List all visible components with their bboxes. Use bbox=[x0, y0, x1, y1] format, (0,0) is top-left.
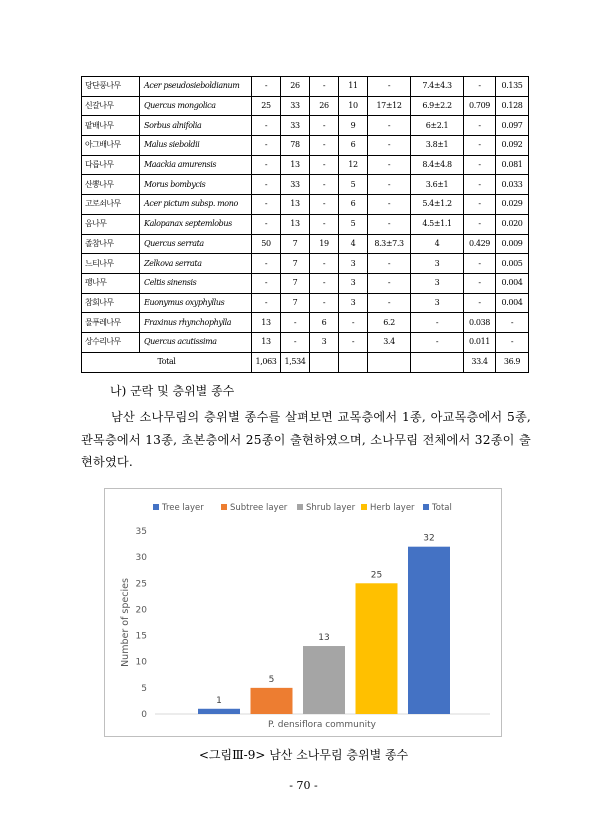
value-cell: 3 bbox=[411, 254, 464, 274]
korean-name-cell: 당단풍나무 bbox=[82, 77, 140, 97]
value-cell: - bbox=[310, 195, 339, 215]
scientific-name-cell: Malus sieboldii bbox=[140, 136, 252, 156]
value-cell: - bbox=[368, 254, 411, 274]
value-cell: - bbox=[368, 77, 411, 97]
korean-name-cell: 산뽕나무 bbox=[82, 175, 140, 195]
value-cell: 0.038 bbox=[464, 313, 496, 333]
scientific-name-cell: Zelkova serrata bbox=[140, 254, 252, 274]
value-cell: - bbox=[464, 175, 496, 195]
value-cell: 3.8±1 bbox=[411, 136, 464, 156]
table-row bbox=[82, 96, 529, 116]
value-cell: 0.128 bbox=[496, 96, 529, 116]
table-row bbox=[82, 273, 529, 293]
page-number: - 70 - bbox=[289, 779, 318, 792]
scientific-name-cell: Sorbus alnifolia bbox=[140, 116, 252, 136]
total-value-cell bbox=[368, 352, 411, 372]
value-cell: - bbox=[464, 136, 496, 156]
value-cell: - bbox=[464, 116, 496, 136]
value-cell: 0.135 bbox=[496, 77, 529, 97]
value-cell: 7.4±4.3 bbox=[411, 77, 464, 97]
korean-name-cell: 물푸레나무 bbox=[82, 313, 140, 333]
value-cell: - bbox=[310, 175, 339, 195]
total-value-cell bbox=[339, 352, 368, 372]
value-cell: - bbox=[252, 254, 281, 274]
table-row bbox=[82, 136, 529, 156]
total-value-cell: 1,063 bbox=[252, 352, 281, 372]
value-cell: 13 bbox=[252, 313, 281, 333]
value-cell: - bbox=[368, 273, 411, 293]
value-cell: - bbox=[339, 332, 368, 352]
value-cell: - bbox=[464, 155, 496, 175]
korean-name-cell: 아그배나무 bbox=[82, 136, 140, 156]
total-value-cell: 1,534 bbox=[281, 352, 310, 372]
value-cell: - bbox=[310, 293, 339, 313]
total-label-cell: Total bbox=[82, 352, 252, 372]
value-cell: 3 bbox=[339, 293, 368, 313]
value-cell: - bbox=[310, 136, 339, 156]
scientific-name-cell: Fraxinus rhynchophylla bbox=[140, 313, 252, 333]
value-cell: - bbox=[368, 155, 411, 175]
korean-name-cell: 느티나무 bbox=[82, 254, 140, 274]
total-value-cell bbox=[411, 352, 464, 372]
value-cell: - bbox=[310, 214, 339, 234]
value-cell: 6 bbox=[339, 195, 368, 215]
legend-swatch bbox=[153, 504, 159, 510]
value-cell: 6 bbox=[310, 313, 339, 333]
value-cell: - bbox=[252, 116, 281, 136]
legend-swatch bbox=[297, 504, 303, 510]
value-cell: 6.9±2.2 bbox=[411, 96, 464, 116]
value-cell: - bbox=[339, 313, 368, 333]
bar-data-label: 32 bbox=[423, 533, 435, 544]
value-cell: - bbox=[252, 293, 281, 313]
y-tick-label: 20 bbox=[135, 605, 147, 616]
value-cell: - bbox=[281, 313, 310, 333]
value-cell: - bbox=[252, 214, 281, 234]
value-cell: - bbox=[310, 273, 339, 293]
species-chart bbox=[104, 488, 502, 737]
value-cell: - bbox=[496, 332, 529, 352]
value-cell: 7 bbox=[281, 273, 310, 293]
chart-svg bbox=[105, 489, 501, 736]
species-table bbox=[81, 76, 529, 373]
table-row bbox=[82, 293, 529, 313]
legend-swatch bbox=[361, 504, 367, 510]
value-cell: 0.033 bbox=[496, 175, 529, 195]
bar-data-label: 5 bbox=[268, 674, 275, 685]
value-cell: 3 bbox=[411, 293, 464, 313]
value-cell: 26 bbox=[310, 96, 339, 116]
y-tick-label: 25 bbox=[135, 579, 147, 590]
value-cell: 3.6±1 bbox=[411, 175, 464, 195]
value-cell: 6 bbox=[339, 136, 368, 156]
value-cell: - bbox=[252, 77, 281, 97]
value-cell: - bbox=[464, 214, 496, 234]
total-value-cell bbox=[310, 352, 339, 372]
table-row bbox=[82, 195, 529, 215]
value-cell: - bbox=[310, 77, 339, 97]
bar bbox=[198, 709, 240, 714]
table-total-row bbox=[82, 352, 529, 372]
value-cell: - bbox=[281, 332, 310, 352]
value-cell: 12 bbox=[339, 155, 368, 175]
table-row bbox=[82, 332, 529, 352]
scientific-name-cell: Euonymus oxyphyllus bbox=[140, 293, 252, 313]
legend-label: Herb layer bbox=[370, 503, 415, 513]
y-tick-label: 5 bbox=[141, 683, 147, 694]
korean-name-cell: 다릅나무 bbox=[82, 155, 140, 175]
value-cell: - bbox=[252, 195, 281, 215]
value-cell: 17±12 bbox=[368, 96, 411, 116]
legend-label: Shrub layer bbox=[306, 503, 356, 513]
table-row bbox=[82, 254, 529, 274]
korean-name-cell: 신갈나무 bbox=[82, 96, 140, 116]
scientific-name-cell: Maackia amurensis bbox=[140, 155, 252, 175]
value-cell: 0.097 bbox=[496, 116, 529, 136]
value-cell: - bbox=[464, 77, 496, 97]
value-cell: 11 bbox=[339, 77, 368, 97]
value-cell: - bbox=[464, 273, 496, 293]
table-row bbox=[82, 116, 529, 136]
value-cell: - bbox=[368, 116, 411, 136]
scientific-name-cell: Acer pictum subsp. mono bbox=[140, 195, 252, 215]
y-tick-label: 35 bbox=[135, 527, 147, 537]
value-cell: 0.709 bbox=[464, 96, 496, 116]
value-cell: 50 bbox=[252, 234, 281, 254]
table-row bbox=[82, 234, 529, 254]
value-cell: 3 bbox=[339, 273, 368, 293]
value-cell: 7 bbox=[281, 254, 310, 274]
value-cell: - bbox=[252, 155, 281, 175]
y-tick-label: 0 bbox=[141, 710, 147, 720]
value-cell: 0.429 bbox=[464, 234, 496, 254]
value-cell: - bbox=[252, 273, 281, 293]
value-cell: - bbox=[252, 136, 281, 156]
scientific-name-cell: Quercus serrata bbox=[140, 234, 252, 254]
body-paragraph: 남산 소나무림의 층위별 종수를 살펴보면 교목층에서 1종, 아교목층에서 5종, 관목층에서 13종, 초본층에서 25종이 출현하였으며, 소나무림 전체에서 32종이 출현하였다. bbox=[81, 410, 531, 469]
value-cell: 0.011 bbox=[464, 332, 496, 352]
value-cell: 9 bbox=[339, 116, 368, 136]
value-cell: 8.4±4.8 bbox=[411, 155, 464, 175]
legend-label: Subtree layer bbox=[230, 503, 288, 513]
value-cell: - bbox=[464, 293, 496, 313]
scientific-name-cell: Acer pseudosieboldianum bbox=[140, 77, 252, 97]
bar bbox=[356, 583, 398, 714]
value-cell: - bbox=[252, 175, 281, 195]
scientific-name-cell: Quercus mongolica bbox=[140, 96, 252, 116]
section-heading: 나) 군락 및 층위별 종수 bbox=[110, 384, 235, 398]
korean-name-cell: 고로쇠나무 bbox=[82, 195, 140, 215]
value-cell: - bbox=[310, 116, 339, 136]
value-cell: 33 bbox=[281, 96, 310, 116]
value-cell: 5 bbox=[339, 214, 368, 234]
scientific-name-cell: Kalopanax septemlobus bbox=[140, 214, 252, 234]
value-cell: 0.009 bbox=[496, 234, 529, 254]
value-cell: 6.2 bbox=[368, 313, 411, 333]
value-cell: - bbox=[310, 254, 339, 274]
value-cell: - bbox=[411, 332, 464, 352]
table-row bbox=[82, 175, 529, 195]
value-cell: 13 bbox=[281, 155, 310, 175]
value-cell: - bbox=[368, 136, 411, 156]
value-cell: 4.5±1.1 bbox=[411, 214, 464, 234]
value-cell: 0.004 bbox=[496, 273, 529, 293]
bar-data-label: 25 bbox=[370, 570, 383, 581]
value-cell: - bbox=[464, 195, 496, 215]
value-cell: - bbox=[411, 313, 464, 333]
value-cell: 3.4 bbox=[368, 332, 411, 352]
bar bbox=[251, 688, 293, 714]
value-cell: 0.005 bbox=[496, 254, 529, 274]
value-cell: 4 bbox=[339, 234, 368, 254]
value-cell: 0.020 bbox=[496, 214, 529, 234]
korean-name-cell: 상수리나무 bbox=[82, 332, 140, 352]
figure-caption: <그림Ⅲ-9> 남산 소나무림 층위별 종수 bbox=[198, 748, 409, 762]
scientific-name-cell: Quercus acutissima bbox=[140, 332, 252, 352]
table-row bbox=[82, 313, 529, 333]
bar bbox=[408, 547, 450, 714]
value-cell: 0.081 bbox=[496, 155, 529, 175]
value-cell: 6±2.1 bbox=[411, 116, 464, 136]
value-cell: 5.4±1.2 bbox=[411, 195, 464, 215]
value-cell: 3 bbox=[339, 254, 368, 274]
korean-name-cell: 참회나무 bbox=[82, 293, 140, 313]
value-cell: - bbox=[310, 155, 339, 175]
legend-label: Total bbox=[432, 503, 452, 513]
value-cell: - bbox=[368, 195, 411, 215]
total-value-cell: 33.4 bbox=[464, 352, 496, 372]
value-cell: 7 bbox=[281, 234, 310, 254]
value-cell: 26 bbox=[281, 77, 310, 97]
table-row bbox=[82, 214, 529, 234]
scientific-name-cell: Celtis sinensis bbox=[140, 273, 252, 293]
value-cell: 3 bbox=[411, 273, 464, 293]
value-cell: - bbox=[368, 214, 411, 234]
value-cell: 4 bbox=[411, 234, 464, 254]
y-tick-label: 10 bbox=[135, 657, 147, 668]
korean-name-cell: 팥배나무 bbox=[82, 116, 140, 136]
value-cell: - bbox=[496, 313, 529, 333]
value-cell: 3 bbox=[310, 332, 339, 352]
y-tick-label: 15 bbox=[135, 631, 147, 642]
value-cell: 13 bbox=[252, 332, 281, 352]
x-category-label: P. densiflora community bbox=[268, 720, 376, 730]
value-cell: 13 bbox=[281, 195, 310, 215]
value-cell: 7 bbox=[281, 293, 310, 313]
value-cell: 0.029 bbox=[496, 195, 529, 215]
value-cell: - bbox=[464, 254, 496, 274]
value-cell: - bbox=[368, 293, 411, 313]
legend-swatch bbox=[221, 504, 227, 510]
value-cell: 10 bbox=[339, 96, 368, 116]
value-cell: 19 bbox=[310, 234, 339, 254]
bar bbox=[303, 646, 345, 714]
legend-label: Tree layer bbox=[162, 503, 204, 513]
value-cell: 8.3±7.3 bbox=[368, 234, 411, 254]
bar-data-label: 1 bbox=[216, 695, 222, 706]
value-cell: 33 bbox=[281, 116, 310, 136]
scientific-name-cell: Morus bombycis bbox=[140, 175, 252, 195]
total-value-cell: 36.9 bbox=[496, 352, 529, 372]
value-cell: 13 bbox=[281, 214, 310, 234]
table-row bbox=[82, 155, 529, 175]
korean-name-cell: 팽나무 bbox=[82, 273, 140, 293]
bar-data-label: 13 bbox=[318, 633, 330, 644]
value-cell: 0.092 bbox=[496, 136, 529, 156]
value-cell: 5 bbox=[339, 175, 368, 195]
legend-swatch bbox=[423, 504, 429, 510]
value-cell: 25 bbox=[252, 96, 281, 116]
value-cell: - bbox=[368, 175, 411, 195]
y-tick-label: 30 bbox=[135, 553, 147, 564]
value-cell: 78 bbox=[281, 136, 310, 156]
korean-name-cell: 음나무 bbox=[82, 214, 140, 234]
y-axis-label: Number of species bbox=[120, 578, 131, 667]
table-row bbox=[82, 77, 529, 97]
korean-name-cell: 졸참나무 bbox=[82, 234, 140, 254]
value-cell: 33 bbox=[281, 175, 310, 195]
value-cell: 0.004 bbox=[496, 293, 529, 313]
